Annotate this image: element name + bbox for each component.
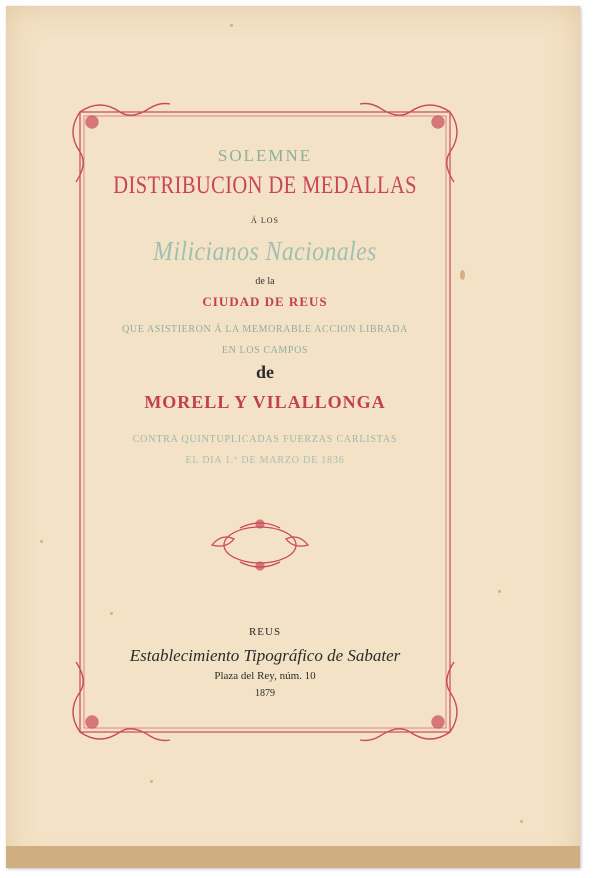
title-a-los: Á LOS — [251, 216, 279, 225]
subtitle-campos: EN LOS CAMPOS — [221, 345, 309, 356]
subtitle-de: de — [256, 362, 274, 382]
imprint-address: Plaza del Rey, núm. 10 — [214, 670, 316, 682]
subtitle-accion: QUE ASISTIERON Á LA MEMORABLE ACCION LIBRADA — [122, 324, 408, 335]
title-milicianos: Milicianos Nacionales — [153, 236, 377, 266]
title-distribucion: DISTRIBUCION DE MEDALLAS — [113, 172, 417, 199]
center-vignette-icon — [212, 520, 308, 570]
imprint-year: 1879 — [255, 688, 275, 699]
subtitle-contra: CONTRA QUINTUPLICADAS FUERZAS CARLISTAS — [132, 434, 398, 445]
title-de-la: de la — [255, 276, 275, 287]
title-ciudad: CIUDAD DE REUS — [202, 294, 328, 309]
subtitle-date: EL DIA 1.º DE MARZO DE 1836 — [185, 455, 345, 466]
title-solemne: SOLEMNE — [217, 146, 313, 165]
imprint-printer: Establecimiento Tipográfico de Sabater — [129, 646, 401, 665]
imprint-city: REUS — [248, 626, 282, 638]
title-morell: MORELL Y VILALLONGA — [144, 392, 386, 412]
